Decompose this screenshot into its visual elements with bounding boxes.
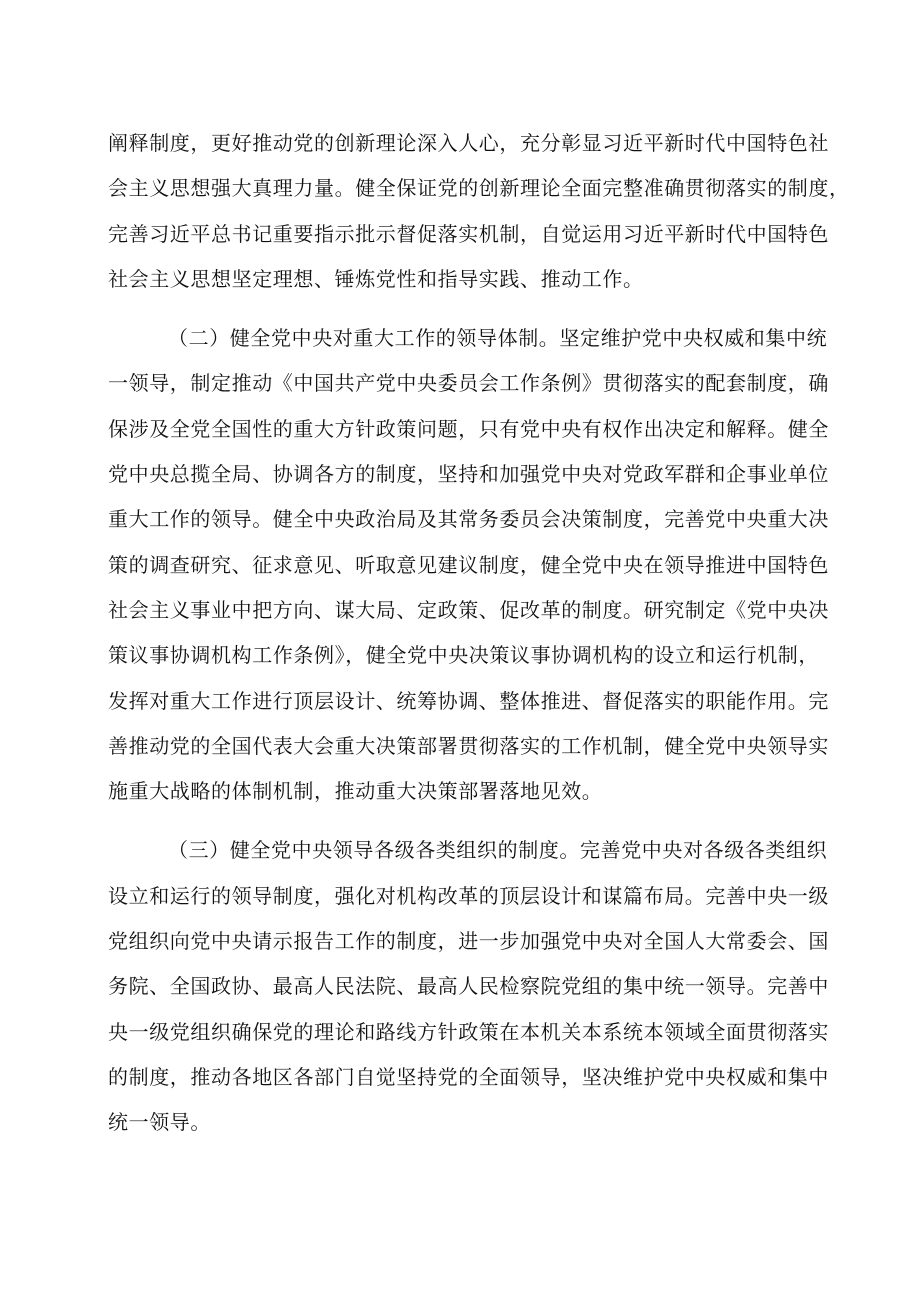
text-line: 重大工作的领导。健全中央政治局及其常务委员会决策制度，完善党中央重大决 — [108, 507, 829, 532]
text-line: 设立和运行的领导制度，强化对机构改革的顶层设计和谋篇布局。完善中央一级 — [108, 883, 829, 908]
text-line: 务院、全国政协、最高人民法院、最高人民检察院党组的集中统一领导。完善中 — [108, 974, 829, 999]
text-line: 统一领导。 — [108, 1110, 211, 1135]
text-line: 发挥对重大工作进行顶层设计、统筹协调、整体推进、督促落实的职能作用。完 — [108, 688, 829, 713]
text-line: 一领导，制定推动《中国共产党中央委员会工作条例》贯彻落实的配套制度，确 — [108, 371, 829, 396]
text-line: 社会主义事业中把方向、谋大局、定政策、促改革的制度。研究制定《党中央决 — [108, 597, 829, 622]
text-line: 施重大战略的体制机制，推动重大决策部署落地见效。 — [108, 779, 603, 804]
text-line: 完善习近平总书记重要指示批示督促落实机制，自觉运用习近平新时代中国特色 — [108, 221, 829, 246]
document-body — [108, 121, 850, 1160]
text-line: 社会主义思想坚定理想、锤炼党性和指导实践、推动工作。 — [108, 266, 644, 291]
text-line: 阐释制度，更好推动党的创新理论深入人心，充分彰显习近平新时代中国特色社 — [108, 131, 829, 155]
text-line: 策的调查研究、征求意见、听取意见建议制度，健全党中央在领导推进中国特色 — [108, 552, 829, 577]
text-line: 的制度，推动各地区各部门自觉坚持党的全面领导，坚决维护党中央权威和集中 — [108, 1064, 829, 1089]
text-line: （三）健全党中央领导各级各类组织的制度。完善党中央对各级各类组织 — [168, 838, 828, 863]
paragraph-1 — [108, 121, 850, 302]
text-line: 会主义思想强大真理力量。健全保证党的创新理论全面完整准确贯彻落实的制度， — [108, 176, 850, 201]
text-line: 党中央总揽全局、协调各方的制度，坚持和加强党中央对党政军群和企事业单位 — [108, 462, 829, 487]
text-line: （二）健全党中央对重大工作的领导体制。坚定维护党中央权威和集中统 — [168, 326, 828, 351]
text-line: 保涉及全党全国性的重大方针政策问题，只有党中央有权作出决定和解释。健全 — [108, 416, 829, 441]
text-line: 策议事协调机构工作条例》，健全党中央决策议事协调机构的设立和运行机制， — [108, 643, 819, 668]
text-line: 善推动党的全国代表大会重大决策部署贯彻落实的工作机制，健全党中央领导实 — [108, 733, 829, 758]
text-line: 央一级党组织确保党的理论和路线方针政策在本机关本系统本领域全面贯彻落实 — [108, 1019, 829, 1044]
text-line: 党组织向党中央请示报告工作的制度，进一步加强党中央对全国人大常委会、国 — [108, 929, 829, 954]
paragraph-3 — [108, 828, 829, 1145]
paragraph-2 — [108, 316, 829, 814]
